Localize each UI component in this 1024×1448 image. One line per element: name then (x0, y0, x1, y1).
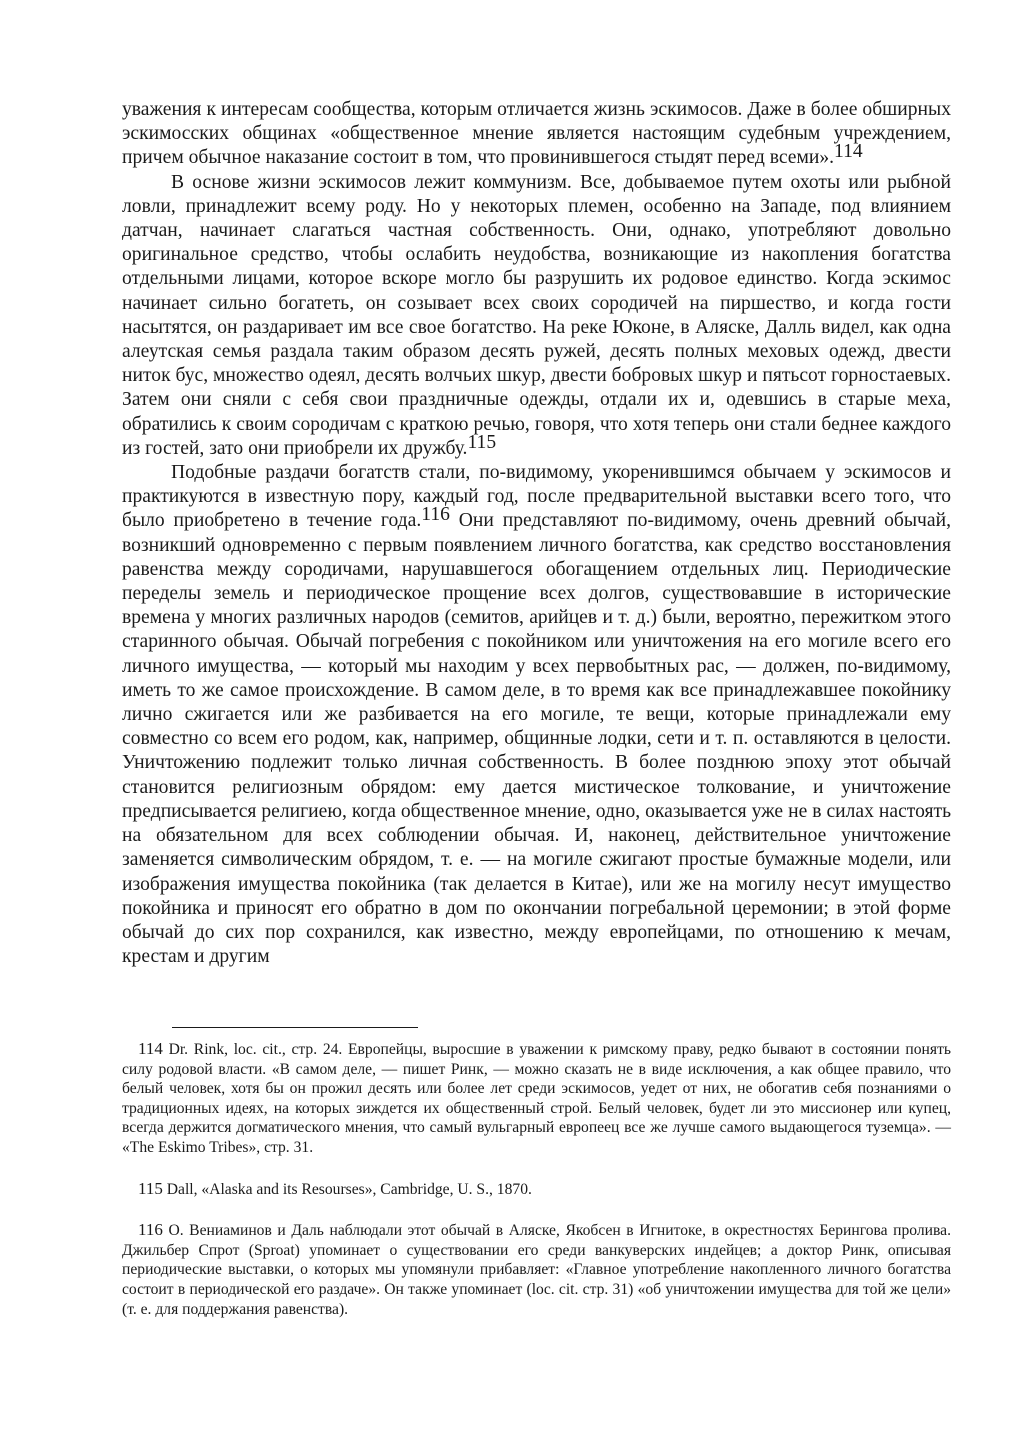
paragraph-1 (122, 98, 951, 171)
footnote-115 (122, 1179, 951, 1200)
footnotes (122, 1039, 951, 1340)
footnote-114 (122, 1039, 951, 1158)
footnote-number: 114 (138, 1039, 163, 1058)
footnote-ref-115[interactable]: 115 (467, 431, 497, 453)
footnote-116 (122, 1220, 951, 1319)
footnote-number: 115 (138, 1178, 163, 1198)
paragraph-2 (122, 171, 951, 461)
paragraph-3-continuation: Они представляют по-видимому, очень древний обычай, возникший одновременно с первым появлением личного богатства, как средство восстановления равенства между сородичами, нарушавшегося обогащением отдельных лиц. Периодические переделы земель и периодическое прощение всех долгов, существовавшие в исторические времена у многих различных народов (семитов, арийцев и т. д.) были, вероятно, пережитком этого старинного обычая. Обычай погребения с покойником или уничтожения на его могиле всего его личного имущества, — который мы находим у всех первобытных рас, — должен, по-видимому, иметь то же самое происхождение. В самом деле, в то время как все принадлежавшее покойнику лично сжигается или же разбивается на его могиле, те вещи, которые принадлежали ему совместно со всем его родом, как, например, общинные лодки, сети и т. п. оставляются в целости. Уничтожению подлежит только личная собственность. В более позднюю эпоху этот обычай становится религиозным обрядом: ему дается мистическое толкование, и уничтожение предписывается религиею, когда общественное мнение, одно, оказывается уже не в силах настоять на обязательном для всех соблюдении обычая. И, наконец, действительное уничтожение заменяется символическим обрядом, т. е. — на могиле сжигают простые бумажные модели, или изображения имущества покойника (так делается в Китае), или же на могилу несут имущество покойника и приносят его обратно в дом по окончании погребальной церемонии; в этой форме обычай до сих пор сохранился, как известно, между европейцами, по отношению к мечам, крестам и другим (122, 510, 951, 968)
paragraph-1-text: уважения к интересам сообщества, которым отличается жизнь эскимосов. Даже в более обширных эскимосских общинах «общественное мнение является настоящим судебным учреждением, причем обычное наказание состоит в том, что провинившегося стыдят перед всеми». (122, 99, 951, 169)
footnote-text: О. Вениаминов и Даль наблюдали этот обычай в Аляске, Якобсен в Игнитоке, в окрестностях Берингова пролива. Джильбер Спрот (Sproat) упоминает о существовании его среди ванкуверских индейцев; а доктор Ринк, описывая периодические выставки, о которых мы упомянули прибавляет: «Главное употребление накопленного личного богатства состоит в периодической его раздаче». Он также упоминает (loc. cit. стр. 31) «об уничтожении имущества для той же цели» (т. е. для поддержания равенства). (122, 1222, 951, 1318)
document-page (122, 98, 951, 1318)
paragraph-2-text: В основе жизни эскимосов лежит коммунизм. Все, добываемое путем охоты или рыбной ловли, принадлежит всему роду. Но у некоторых племен, особенно на Западе, под влиянием датчан, начинает слагаться частная собственность. Они, однако, употребляют довольно оригинальное средство, чтобы ослабить неудобства, возникающие из накопления богатства отдельными лицами, которое вскоре могло бы разрушить их родовое единство. Когда эскимос начинает сильно богатеть, он созывает всех своих сородичей на пиршество, и когда гости насытятся, он раздаривает им все свое богатство. На реке Юконе, в Аляске, Далль видел, как одна алеутская семья раздала таким образом десять ружей, десять полных меховых одежд, двести ниток бус, множество одеял, десять волчьих шкур, двести бобровых шкур и пятьсот горностаевых. Затем они сняли с себя свои праздничные одежды, отдали их и, одевшись в старые меха, обратились к своим сородичам с краткою речью, говоря, что хотя теперь они стали беднее каждого из гостей, зато они приобрели их дружбу. (122, 171, 951, 459)
footnote-number: 116 (138, 1220, 163, 1240)
footnote-text: Dr. Rink, loc. cit., стр. 24. Европейцы, выросшие в уважении к римскому праву, редко бывают в состоянии понять силу родовой власти. «В самом деле, — пишет Ринк, — можно сказать не в виде исключения, а как общее правило, что белый человек, хотя бы он прожил десять или более лет среди эскимосов, уедет от них, не обогатив себя познаниями о традиционных идеях, на которых зиждется их общественный строй. Белый человек, будет ли это миссионер или купец, всегда держится догматического мнения, что самый вульгарный европеец все же лучше самого выдающегося туземца». — «The Eskimo Tribes», стр. 31. (122, 1041, 951, 1156)
body-text (122, 98, 951, 969)
footnote-separator (172, 1027, 418, 1028)
footnote-text: Dall, «Alaska and its Resourses», Cambridge, U. S., 1870. (162, 1180, 532, 1198)
footnote-ref-114[interactable]: 114 (834, 141, 863, 163)
paragraph-3-text: Подобные раздачи богатств стали, по-видимому, укоренившимся обычаем у эскимосов и практикуются в известную пору, каждый год, после предварительной выставки всего того, что было приобретено в течение года. (122, 462, 951, 532)
footnote-ref-116[interactable]: 116 (421, 504, 450, 526)
paragraph-3 (122, 461, 951, 969)
